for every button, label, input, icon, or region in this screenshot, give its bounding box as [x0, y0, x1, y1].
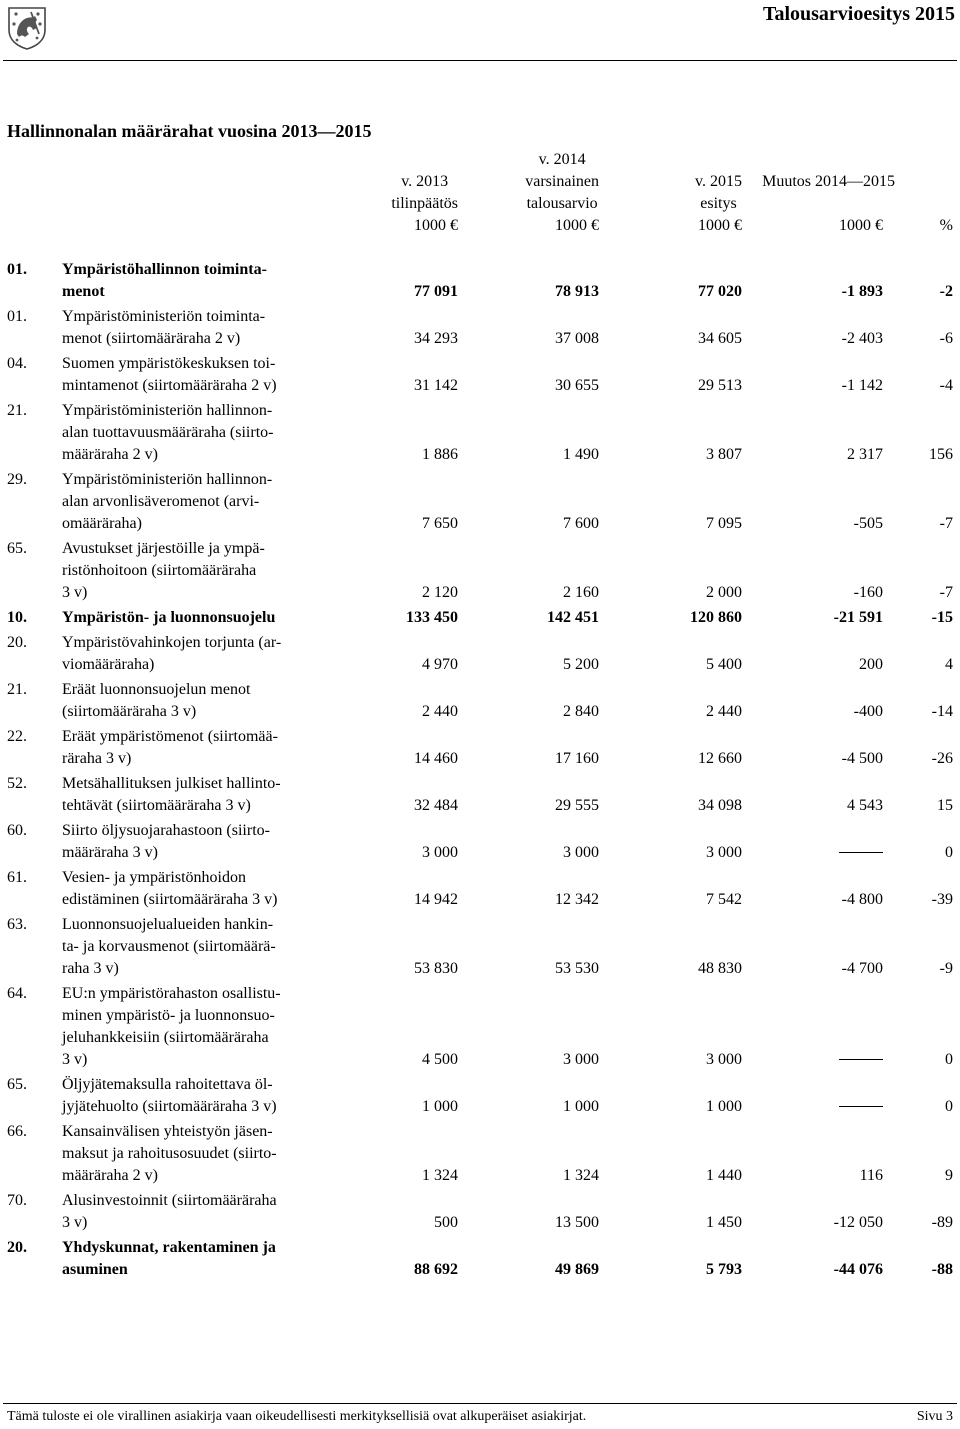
row-description-line: alan tuottavuusmääräraha (siirto- — [62, 424, 274, 441]
row-description-line: minen ympäristö- ja luonnonsuo- — [62, 1007, 275, 1024]
table-row — [0, 914, 960, 980]
value-change: 200 — [859, 656, 883, 673]
column-header-line: varsinainen — [525, 173, 599, 190]
value-2013: 1 000 — [422, 1098, 458, 1115]
no-change-dash — [839, 1106, 883, 1107]
value-percent: -89 — [931, 1214, 953, 1231]
value-2013: 4 970 — [422, 656, 458, 673]
row-number: 65. — [7, 1076, 27, 1093]
value-percent: -6 — [939, 330, 953, 347]
value-2014: 12 342 — [555, 891, 599, 908]
table-row — [0, 983, 960, 1071]
row-description — [62, 469, 312, 535]
column-header-unit: 1000 € — [839, 217, 883, 234]
table-row — [0, 820, 960, 864]
column-header-2013 — [391, 171, 458, 237]
row-description-line: maksut ja rahoitusosuudet (siirto- — [62, 1145, 277, 1162]
row-description-line: ristönhoitoon (siirtomääräraha — [62, 562, 257, 579]
row-description-line: Avustukset järjestöille ja ympä- — [62, 540, 265, 557]
row-description-line: asuminen — [62, 1261, 128, 1278]
value-2015: 2 440 — [706, 703, 742, 720]
section-heading: Hallinnonalan määrärahat vuosina 2013—2015 — [7, 121, 372, 141]
row-description-line: tehtävät (siirtomääräraha 3 v) — [62, 797, 251, 814]
row-description-line: 3 v) — [62, 1051, 88, 1068]
value-change: -505 — [853, 515, 883, 532]
value-change: -1 893 — [841, 283, 883, 300]
value-2013: 14 942 — [414, 891, 458, 908]
row-number: 21. — [7, 402, 27, 419]
value-percent: -7 — [939, 584, 953, 601]
row-number: 52. — [7, 775, 27, 792]
row-description-line: alan arvonlisäveromenot (arvi- — [62, 493, 260, 510]
row-description — [62, 1237, 312, 1281]
row-description-line: Alusinvestoinnit (siirtomääräraha — [62, 1192, 277, 1209]
value-2014: 37 008 — [555, 330, 599, 347]
value-2014: 78 913 — [555, 283, 599, 300]
value-2013: 133 450 — [406, 609, 458, 626]
value-2015: 12 660 — [698, 750, 742, 767]
row-number: 61. — [7, 869, 27, 886]
value-2013: 34 293 — [414, 330, 458, 347]
row-number: 01. — [7, 261, 27, 278]
value-2015: 29 513 — [698, 377, 742, 394]
value-2015: 7 542 — [706, 891, 742, 908]
row-number: 63. — [7, 916, 27, 933]
row-description-line: (siirtomääräraha 3 v) — [62, 703, 197, 720]
value-percent: 0 — [945, 1098, 953, 1115]
value-2015: 5 400 — [706, 656, 742, 673]
row-description-line: Ympäristöministeriön hallinnon- — [62, 402, 273, 419]
page-number: Sivu 3 — [916, 1409, 953, 1424]
column-header-change — [762, 171, 895, 237]
value-2013: 31 142 — [414, 377, 458, 394]
row-description-line: Suomen ympäristökeskuksen toi- — [62, 355, 276, 372]
value-percent: -26 — [931, 750, 953, 767]
no-change-dash — [839, 1059, 883, 1060]
value-2015: 77 020 — [698, 283, 742, 300]
row-description-line: Vesien- ja ympäristönhoidon — [62, 869, 246, 886]
value-2014: 3 000 — [563, 844, 599, 861]
value-percent: 4 — [945, 656, 953, 673]
value-change: -21 591 — [833, 609, 883, 626]
value-2014: 7 600 — [563, 515, 599, 532]
column-header-unit: 1000 € — [555, 217, 599, 234]
value-percent: 0 — [945, 1051, 953, 1068]
row-description-line: Eräät luonnonsuojelun menot — [62, 681, 251, 698]
row-description-line: menot — [62, 283, 105, 300]
row-description-line: Eräät ympäristömenot (siirtomää- — [62, 728, 278, 745]
value-2015: 3 000 — [706, 844, 742, 861]
row-number: 20. — [7, 1239, 27, 1256]
value-2015: 1 440 — [706, 1167, 742, 1184]
row-description-line: jeluhankkeisiin (siirtomääräraha — [62, 1029, 269, 1046]
value-2013: 1 886 — [422, 446, 458, 463]
value-2013: 3 000 — [422, 844, 458, 861]
value-2014: 13 500 — [555, 1214, 599, 1231]
row-number: 66. — [7, 1123, 27, 1140]
value-2015: 7 095 — [706, 515, 742, 532]
value-2015: 120 860 — [690, 609, 742, 626]
value-change: 116 — [859, 1167, 883, 1184]
value-change: -2 403 — [841, 330, 883, 347]
row-description — [62, 679, 312, 723]
row-description-line: Yhdyskunnat, rakentaminen ja — [62, 1239, 276, 1256]
row-description-line: raha 3 v) — [62, 960, 119, 977]
table-row — [0, 1237, 960, 1281]
value-2015: 34 605 — [698, 330, 742, 347]
row-description — [62, 983, 312, 1071]
row-description — [62, 607, 312, 629]
value-2014: 142 451 — [547, 609, 599, 626]
value-2014: 2 840 — [563, 703, 599, 720]
row-number: 64. — [7, 985, 27, 1002]
table-row — [0, 1121, 960, 1187]
value-2014: 5 200 — [563, 656, 599, 673]
row-number: 01. — [7, 308, 27, 325]
value-2014: 1 324 — [563, 1167, 599, 1184]
value-percent: -39 — [931, 891, 953, 908]
row-description-line: Ympäristön- ja luonnonsuojelu — [62, 609, 276, 626]
row-description — [62, 400, 312, 466]
appropriations-table — [0, 259, 960, 1284]
table-row — [0, 259, 960, 303]
row-description-line: edistäminen (siirtomääräraha 3 v) — [62, 891, 278, 908]
value-percent: 0 — [945, 844, 953, 861]
row-description-line: Metsähallituksen julkiset hallinto- — [62, 775, 281, 792]
table-row — [0, 679, 960, 723]
value-change — [839, 1096, 883, 1118]
value-2015: 34 098 — [698, 797, 742, 814]
column-header-percent: % — [939, 217, 953, 234]
value-2013: 1 324 — [422, 1167, 458, 1184]
table-row — [0, 1074, 960, 1118]
row-description-line: menot (siirtomääräraha 2 v) — [62, 330, 241, 347]
column-header-2014 — [525, 149, 599, 237]
value-2013: 53 830 — [414, 960, 458, 977]
row-description-line: 3 v) — [62, 1214, 88, 1231]
row-description — [62, 773, 312, 817]
value-2014: 1 490 — [563, 446, 599, 463]
value-change: 2 317 — [847, 446, 883, 463]
row-number: 70. — [7, 1192, 27, 1209]
row-description — [62, 632, 312, 676]
table-row — [0, 726, 960, 770]
value-2015: 48 830 — [698, 960, 742, 977]
table-row — [0, 1190, 960, 1234]
table-row — [0, 867, 960, 911]
footer-notice: Tämä tuloste ei ole virallinen asiakirja vaan oikeudellisesti merkityksellisiä ovat alkuperäiset asiakirjat. — [7, 1409, 587, 1424]
value-change: -400 — [853, 703, 883, 720]
row-description-line: viomääräraha) — [62, 656, 155, 673]
table-row — [0, 538, 960, 604]
table-row — [0, 400, 960, 466]
column-header-unit: 1000 € — [698, 217, 742, 234]
value-change: -160 — [853, 584, 883, 601]
row-description — [62, 1190, 312, 1234]
value-2015: 5 793 — [706, 1261, 742, 1278]
value-change: -1 142 — [841, 377, 883, 394]
row-description-line: ta- ja korvausmenot (siirtomäärä- — [62, 938, 276, 955]
column-header-line: v. 2015 — [695, 173, 742, 190]
row-number: 29. — [7, 471, 27, 488]
row-number: 04. — [7, 355, 27, 372]
value-2014: 17 160 — [555, 750, 599, 767]
row-number: 65. — [7, 540, 27, 557]
value-change: -4 500 — [841, 750, 883, 767]
value-change: -4 800 — [841, 891, 883, 908]
value-2015: 3 807 — [706, 446, 742, 463]
row-description — [62, 538, 312, 604]
value-percent: 156 — [929, 446, 953, 463]
value-2013: 77 091 — [414, 283, 458, 300]
value-change: -4 700 — [841, 960, 883, 977]
row-description-line: määräraha 2 v) — [62, 446, 158, 463]
header-divider — [3, 60, 957, 61]
row-description-line: Ympäristövahinkojen torjunta (ar- — [62, 634, 282, 651]
row-description — [62, 867, 312, 911]
value-2014: 2 160 — [563, 584, 599, 601]
no-change-dash — [839, 852, 883, 853]
value-change: 4 543 — [847, 797, 883, 814]
row-description-line: jyjätehuolto (siirtomääräraha 3 v) — [62, 1098, 277, 1115]
table-row — [0, 469, 960, 535]
row-number: 22. — [7, 728, 27, 745]
column-header-unit: 1000 € — [414, 217, 458, 234]
value-percent: -2 — [939, 283, 953, 300]
row-description-line: määräraha 2 v) — [62, 1167, 158, 1184]
row-number: 60. — [7, 822, 27, 839]
value-2014: 49 869 — [555, 1261, 599, 1278]
value-percent: 9 — [945, 1167, 953, 1184]
value-percent: -4 — [939, 377, 953, 394]
value-percent: -7 — [939, 515, 953, 532]
value-change — [839, 1049, 883, 1071]
table-row — [0, 773, 960, 817]
row-description — [62, 259, 312, 303]
value-2013: 500 — [434, 1214, 458, 1231]
value-2013: 14 460 — [414, 750, 458, 767]
row-description-line: Kansainvälisen yhteistyön jäsen- — [62, 1123, 273, 1140]
row-description-line: Luonnonsuojelualueiden hankin- — [62, 916, 274, 933]
row-number: 21. — [7, 681, 27, 698]
value-2013: 7 650 — [422, 515, 458, 532]
value-change — [839, 842, 883, 864]
row-description-line: Ympäristöministeriön hallinnon- — [62, 471, 273, 488]
row-description-line: omääräraha) — [62, 515, 142, 532]
value-2013: 2 120 — [422, 584, 458, 601]
value-change: -12 050 — [833, 1214, 883, 1231]
column-header-2015 — [695, 171, 742, 237]
column-header-line: Muutos 2014—2015 — [762, 173, 895, 190]
value-percent: 15 — [937, 797, 953, 814]
value-2013: 2 440 — [422, 703, 458, 720]
value-2014: 30 655 — [555, 377, 599, 394]
row-description-line: Siirto öljysuojarahastoon (siirto- — [62, 822, 270, 839]
row-description-line: Ympäristöhallinnon toiminta- — [62, 261, 267, 278]
column-header-line: v. 2014 — [538, 151, 586, 168]
footer-divider — [3, 1403, 957, 1404]
value-percent: -9 — [939, 960, 953, 977]
value-change: -44 076 — [833, 1261, 883, 1278]
table-row — [0, 607, 960, 629]
column-header-line: talousarvio — [526, 195, 598, 212]
value-2015: 3 000 — [706, 1051, 742, 1068]
value-2015: 1 450 — [706, 1214, 742, 1231]
row-description — [62, 820, 312, 864]
value-2013: 88 692 — [414, 1261, 458, 1278]
value-percent: -15 — [931, 609, 953, 626]
value-2014: 53 530 — [555, 960, 599, 977]
row-description-line: Öljyjätemaksulla rahoitettava öl- — [62, 1076, 273, 1093]
table-row — [0, 632, 960, 676]
column-header-line: esitys — [700, 195, 737, 212]
row-description-line: 3 v) — [62, 584, 88, 601]
row-description — [62, 726, 312, 770]
row-description-line: Ympäristöministeriön toiminta- — [62, 308, 266, 325]
row-description — [62, 353, 312, 397]
table-row — [0, 306, 960, 350]
row-description-line: EU:n ympäristörahaston osallistu- — [62, 985, 281, 1002]
value-2014: 29 555 — [555, 797, 599, 814]
row-description — [62, 1121, 312, 1187]
value-2013: 32 484 — [414, 797, 458, 814]
row-description — [62, 306, 312, 350]
value-2015: 2 000 — [706, 584, 742, 601]
finnish-lion-coat-of-arms-icon — [5, 4, 49, 50]
column-header-line: v. 2013 — [401, 173, 449, 190]
value-2015: 1 000 — [706, 1098, 742, 1115]
table-row — [0, 353, 960, 397]
row-description-line: räraha 3 v) — [62, 750, 132, 767]
row-description — [62, 914, 312, 980]
row-description-line: mintamenot (siirtomääräraha 2 v) — [62, 377, 277, 394]
value-percent: -14 — [931, 703, 953, 720]
column-header-line: tilinpäätös — [391, 195, 458, 212]
row-description — [62, 1074, 312, 1118]
row-number: 10. — [7, 609, 27, 626]
row-description-line: määräraha 3 v) — [62, 844, 158, 861]
value-2014: 3 000 — [563, 1051, 599, 1068]
value-2014: 1 000 — [563, 1098, 599, 1115]
value-percent: -88 — [931, 1261, 953, 1278]
document-title: Talousarvioesitys 2015 — [762, 3, 955, 25]
value-2013: 4 500 — [422, 1051, 458, 1068]
row-number: 20. — [7, 634, 27, 651]
